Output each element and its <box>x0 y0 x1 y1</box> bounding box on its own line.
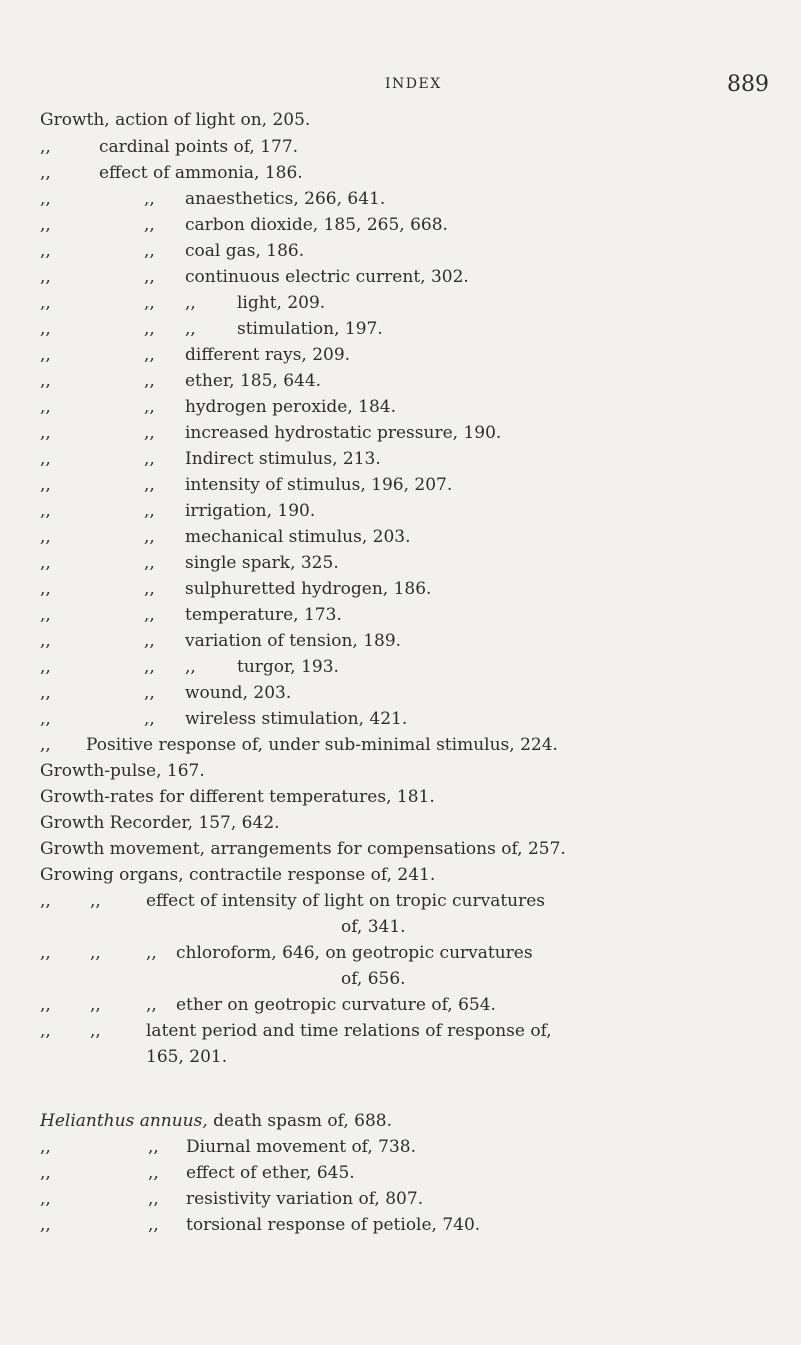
index-entry: ,, ,, wound, 203. <box>40 683 292 703</box>
index-entry: ,, cardinal points of, 177. <box>40 137 299 157</box>
index-entry: ,, ,, hydrogen peroxide, 184. <box>40 397 397 417</box>
index-entry: ,, ,, temperature, 173. <box>40 605 342 625</box>
genus-name: Helianthus <box>40 1111 135 1131</box>
index-entry: ,, effect of ammonia, 186. <box>40 163 303 183</box>
index-entry: ,, ,, carbon dioxide, 185, 265, 668. <box>40 215 448 235</box>
index-entry: ,, Positive response of, under sub-minimal stimulus, 224. <box>40 735 558 755</box>
index-entry: ,, ,, wireless stimulation, 421. <box>40 709 408 729</box>
index-entry: ,, ,, Indirect stimulus, 213. <box>40 449 381 469</box>
index-entry: ,, ,, ,, chloroform, 646, on geotropic curvatures <box>40 943 533 963</box>
index-entry: ,, ,, different rays, 209. <box>40 345 351 365</box>
index-entry-continuation: of, 656. <box>341 969 406 989</box>
index-entry: Helianthus annuus, death spasm of, 688. <box>40 1111 393 1131</box>
index-entry: ,, ,, Diurnal movement of, 738. <box>40 1137 417 1157</box>
index-entry: ,, ,, sulphuretted hydrogen, 186. <box>40 579 432 599</box>
index-entry: ,, ,, increased hydrostatic pressure, 190. <box>40 423 502 443</box>
index-entry: ,, ,, ,, turgor, 193. <box>40 657 339 677</box>
index-entry: Growing organs, contractile response of, 241. <box>40 865 436 885</box>
index-entry: ,, ,, ,, light, 209. <box>40 293 326 313</box>
index-entry-continuation: 165, 201. <box>146 1047 228 1067</box>
index-entry: Growth-rates for different temperatures, 181. <box>40 787 435 807</box>
index-entry: ,, ,, effect of ether, 645. <box>40 1163 355 1183</box>
index-entry: ,, ,, effect of intensity of light on tropic curvatures <box>40 891 546 911</box>
index-entry: ,, ,, torsional response of petiole, 740. <box>40 1215 481 1235</box>
page-number: 889 <box>727 72 769 97</box>
index-entry: ,, ,, latent period and time relations of response of, <box>40 1021 552 1041</box>
index-entry: ,, ,, ,, stimulation, 197. <box>40 319 383 339</box>
index-entry: ,, ,, variation of tension, 189. <box>40 631 402 651</box>
index-entry: Growth, action of light on, 205. <box>40 110 311 130</box>
index-entry: ,, ,, ether, 185, 644. <box>40 371 322 391</box>
index-entry-continuation: of, 341. <box>341 917 406 937</box>
index-entry: Growth-pulse, 167. <box>40 761 205 781</box>
running-head: INDEX <box>385 76 442 92</box>
index-entry: Growth movement, arrangements for compensations of, 257. <box>40 839 566 859</box>
species-name: annuus, <box>139 1111 208 1131</box>
index-entry: ,, ,, continuous electric current, 302. <box>40 267 469 287</box>
index-entry: ,, ,, resistivity variation of, 807. <box>40 1189 424 1209</box>
index-entry: Growth Recorder, 157, 642. <box>40 813 280 833</box>
index-entry: ,, ,, irrigation, 190. <box>40 501 316 521</box>
index-entry: ,, ,, single spark, 325. <box>40 553 339 573</box>
index-entry: ,, ,, intensity of stimulus, 196, 207. <box>40 475 453 495</box>
page-header <box>0 72 801 106</box>
index-entry: ,, ,, anaesthetics, 266, 641. <box>40 189 386 209</box>
index-entry: ,, ,, mechanical stimulus, 203. <box>40 527 411 547</box>
index-entry: ,, ,, coal gas, 186. <box>40 241 305 261</box>
index-entry: ,, ,, ,, ether on geotropic curvature of, 654. <box>40 995 496 1015</box>
